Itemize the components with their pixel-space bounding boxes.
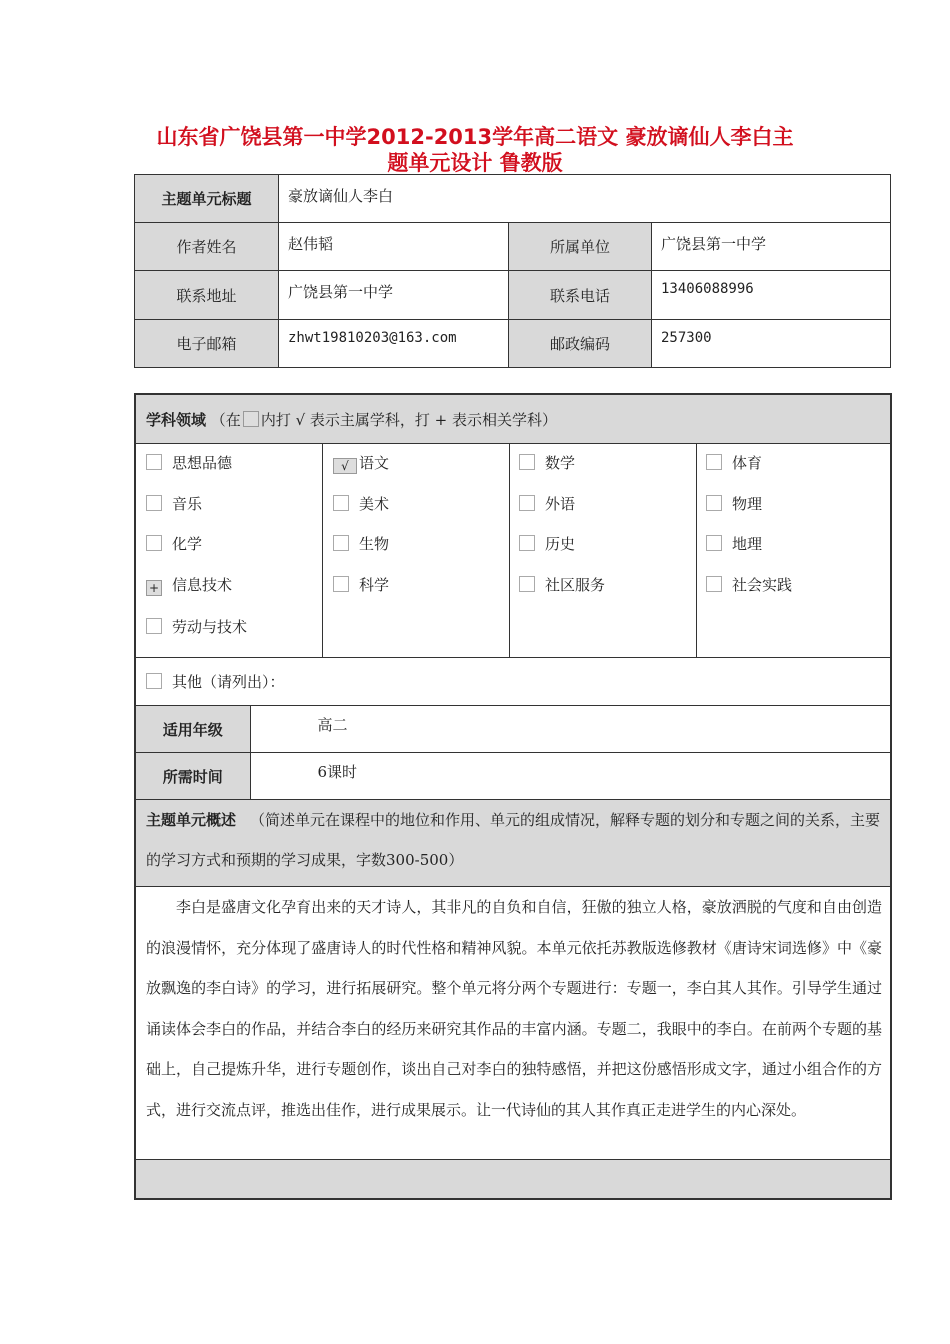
subject-item[interactable]: 科学: [333, 575, 389, 595]
checkbox-icon[interactable]: [146, 618, 162, 634]
author-value: 赵伟韬: [279, 223, 509, 271]
subject-item[interactable]: + 信息技术: [146, 575, 232, 595]
subject-item[interactable]: 物理: [706, 494, 762, 514]
subject-column-4: [696, 444, 893, 657]
subject-item[interactable]: 体育: [706, 453, 762, 473]
subject-column-2: [322, 444, 510, 657]
summary-header: [135, 800, 891, 887]
email-value: zhwt19810203@163.com: [279, 320, 509, 368]
document-title-line2: 题单元设计 鲁教版: [387, 151, 563, 175]
checkbox-icon[interactable]: [519, 535, 535, 551]
subject-item[interactable]: 外语: [519, 494, 575, 514]
subject-item[interactable]: 社会实践: [706, 575, 792, 595]
theme-label: 主题单元标题: [135, 175, 279, 223]
footer-row: [135, 1160, 891, 1200]
checkbox-icon[interactable]: [706, 576, 722, 592]
sample-checkbox-icon: [243, 411, 259, 427]
checkbox-icon[interactable]: [519, 495, 535, 511]
subject-header-note-a: （在: [210, 410, 241, 429]
subject-item[interactable]: 数学: [519, 453, 575, 473]
subject-column-1: [136, 444, 322, 657]
postcode-value: 257300: [652, 320, 891, 368]
subject-item[interactable]: √ 语文: [333, 453, 389, 473]
checkbox-icon[interactable]: [146, 673, 162, 689]
postcode-label: 邮政编码: [509, 320, 652, 368]
author-label: 作者姓名: [135, 223, 279, 271]
grade-value: 高二: [250, 706, 891, 753]
subject-item[interactable]: 音乐: [146, 494, 202, 514]
subject-item[interactable]: 地理: [706, 534, 762, 554]
checkbox-icon[interactable]: [333, 495, 349, 511]
checkbox-icon[interactable]: [146, 454, 162, 470]
grade-label: 适用年级: [135, 706, 250, 753]
checkbox-icon[interactable]: [706, 495, 722, 511]
checkbox-icon[interactable]: [333, 576, 349, 592]
subject-column-3: [509, 444, 697, 657]
checkbox-icon[interactable]: [519, 454, 535, 470]
checkbox-icon[interactable]: [333, 535, 349, 551]
time-label: 所需时间: [135, 753, 250, 800]
subject-item[interactable]: 社区服务: [519, 575, 605, 595]
subject-item[interactable]: 劳动与技术: [146, 617, 247, 637]
subject-item[interactable]: 历史: [519, 534, 575, 554]
checkbox-icon[interactable]: [146, 535, 162, 551]
subject-header-title: 学科领域: [146, 410, 207, 429]
checkbox-icon[interactable]: [706, 454, 722, 470]
summary-label: 主题单元概述: [146, 811, 237, 829]
subject-item[interactable]: 美术: [333, 494, 389, 514]
phone-label: 联系电话: [509, 271, 652, 320]
unit-value: 广饶县第一中学: [652, 223, 891, 271]
summary-body: 李白是盛唐文化孕育出来的天才诗人，其非凡的自负和自信，狂傲的独立人格，豪放洒脱的气度和自由创造的浪漫情怀，充分体现了盛唐诗人的时代性格和精神风貌。本单元依托苏教版选修教材《唐诗宋词选修》中《豪放飘逸的李白诗》的学习，进行拓展研究。整个单元将分两个专题进行：专题一，李白其人其作。引导学生通过诵读体会李白的作品，并结合李白的经历来研究其作品的丰富内涵。专题二，我眼中的李白。在前两个专题的基础上，自己提炼升华，进行专题创作，谈出自己对李白的独特感悟，并把这份感悟形成文字，通过小组合作的方式，进行交流点评，推选出佳作，进行成果展示。让一代诗仙的其人其作真正走进学生的内心深处。: [135, 887, 891, 1160]
subject-grid: [135, 444, 891, 658]
theme-value: 豪放谪仙人李白: [279, 175, 891, 223]
time-value: 6课时: [250, 753, 891, 800]
info-table: [134, 174, 891, 368]
subject-item[interactable]: 生物: [333, 534, 389, 554]
subject-table: [134, 393, 892, 1200]
email-label: 电子邮箱: [135, 320, 279, 368]
subject-header-note-b: 内打 √ 表示主属学科，打 + 表示相关学科）: [260, 410, 558, 429]
phone-value: 13406088996: [652, 271, 891, 320]
subject-other[interactable]: 其他（请列出）：: [135, 658, 891, 706]
check-checkbox-icon[interactable]: √: [333, 458, 357, 474]
subject-header: [135, 394, 891, 444]
checkbox-icon[interactable]: [706, 535, 722, 551]
subject-item[interactable]: 化学: [146, 534, 202, 554]
unit-label: 所属单位: [509, 223, 652, 271]
address-value: 广饶县第一中学: [279, 271, 509, 320]
summary-note: （简述单元在课程中的地位和作用、单元的组成情况，解释专题的划分和专题之间的关系，主要的学习方式和预期的学习成果，字数300-500）: [146, 811, 881, 869]
plus-checkbox-icon[interactable]: +: [146, 580, 162, 596]
subject-item[interactable]: 思想品德: [146, 453, 232, 473]
checkbox-icon[interactable]: [519, 576, 535, 592]
document-title-line1: 山东省广饶县第一中学2012-2013学年高二语文 豪放谪仙人李白主: [156, 125, 794, 149]
checkbox-icon[interactable]: [146, 495, 162, 511]
address-label: 联系地址: [135, 271, 279, 320]
